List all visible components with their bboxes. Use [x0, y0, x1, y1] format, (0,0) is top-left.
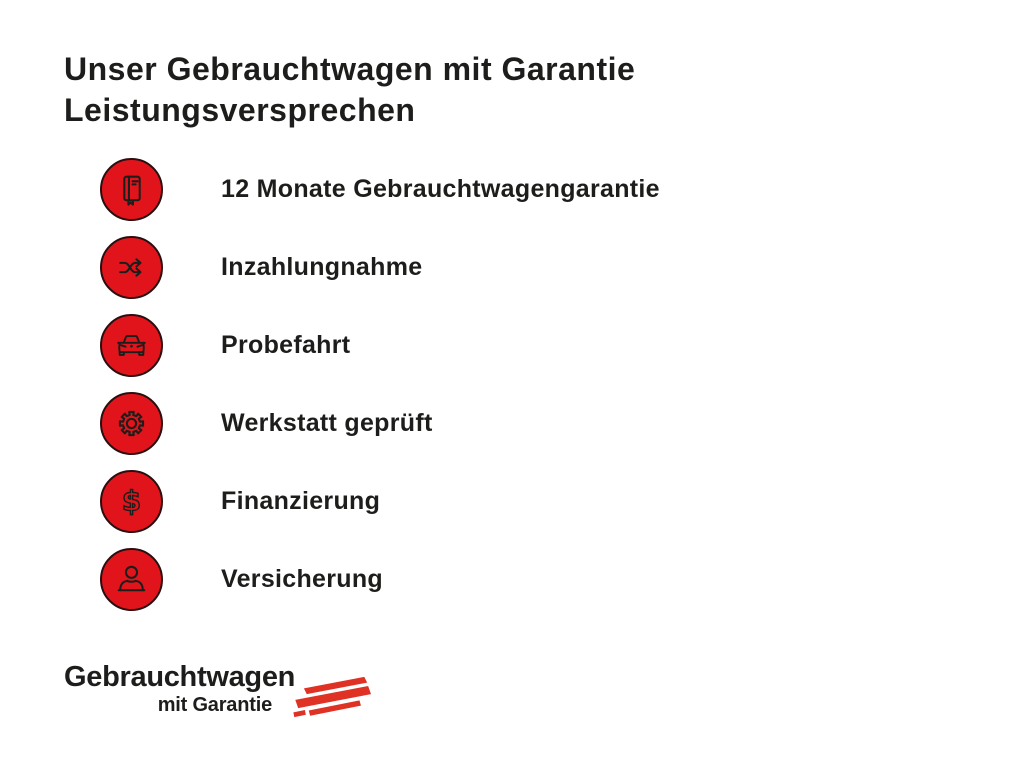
list-item-insurance: [100, 548, 660, 611]
list-item-warranty: [100, 158, 660, 221]
benefit-label: Inzahlungnahme: [221, 253, 423, 281]
insurance-person-icon: [100, 548, 163, 611]
benefit-label: Probefahrt: [221, 331, 351, 359]
list-item-test-drive: [100, 314, 660, 377]
brand-logo-line1: Gebrauchtwagen: [64, 661, 296, 693]
page-title-line2: Leistungsversprechen: [64, 92, 416, 128]
workshop-gear-icon: [100, 392, 163, 455]
warranty-book-icon: [100, 158, 163, 221]
benefit-label: Finanzierung: [221, 487, 381, 515]
trade-in-shuffle-icon: [100, 236, 163, 299]
benefit-list: [100, 158, 660, 626]
financing-dollar-icon: [100, 470, 163, 533]
brand-logo: [64, 661, 394, 731]
list-item-workshop: [100, 392, 660, 455]
page-title-line1: Unser Gebrauchtwagen mit Garantie: [64, 51, 636, 87]
benefit-label: Versicherung: [221, 565, 383, 593]
page-title: [64, 49, 904, 131]
svg-text:$: $: [121, 484, 142, 518]
benefit-label: Werkstatt geprüft: [221, 409, 433, 437]
list-item-financing: [100, 470, 660, 533]
list-item-trade-in: [100, 236, 660, 299]
test-drive-car-icon: [100, 314, 163, 377]
brand-logo-line2: mit Garantie: [157, 694, 272, 716]
benefit-label: 12 Monate Gebrauchtwagengarantie: [221, 175, 660, 203]
red-brush-swoosh-icon: [277, 675, 373, 721]
